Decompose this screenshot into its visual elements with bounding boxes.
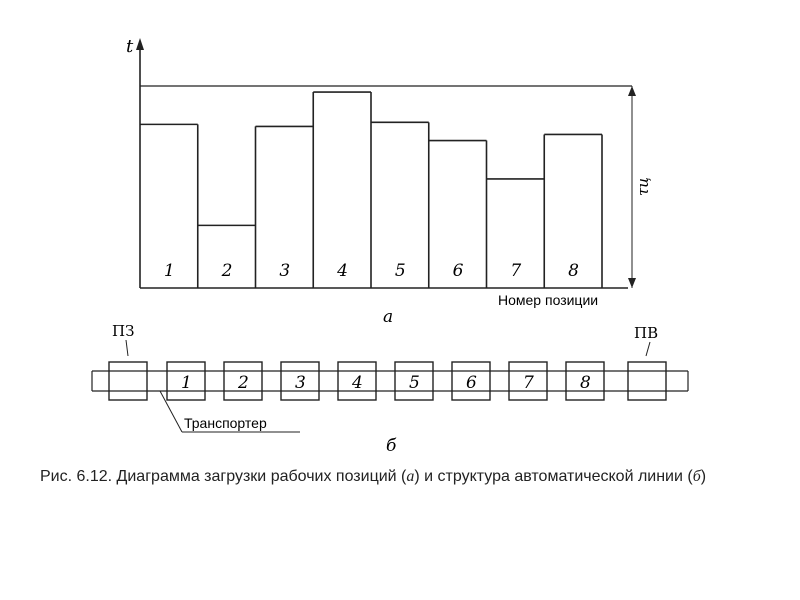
diagram-a-sublabel: а [383,307,394,327]
start-station-label: ПЗ [112,322,135,340]
conveyor-leader-line [160,391,182,432]
caption-b: б [692,468,701,485]
station-label: 7 [523,373,534,393]
bar-label: 4 [337,261,348,281]
x-axis-label: Номер позиции [498,292,599,308]
bar-label: 3 [279,261,291,281]
start-station [109,362,147,400]
figure-caption [40,466,770,488]
bar-label: 5 [394,261,406,281]
station-label: 2 [238,373,249,393]
line-structure [92,322,688,456]
y-axis-label: t [126,36,134,57]
tc-arrow-top [628,86,636,96]
end-station-label: ПВ [634,324,659,342]
station-label: 1 [181,373,192,393]
conveyor-label: Транспортер [184,415,267,431]
bar-label: 6 [452,261,464,281]
load-diagram [126,36,652,327]
end-station [628,362,666,400]
bar-label: 2 [221,261,233,281]
station-label: 4 [352,373,363,393]
diagram-b-sublabel: б [386,436,397,456]
tc-arrow-bottom [628,278,636,288]
station-label: 8 [580,373,591,393]
station-label: 6 [466,373,477,393]
tc-label: τц [634,177,652,196]
bar-label: 7 [510,261,522,281]
load-bars [140,92,602,288]
y-axis-arrow [136,38,144,50]
caption-suffix: ) [700,468,707,485]
end-leader-line [646,342,650,356]
station-label: 5 [409,373,420,393]
stations [109,362,666,400]
caption-prefix: Рис. 6.12. Диаграмма загрузки рабочих позиций ( [40,468,407,485]
bar-label: 1 [163,261,175,281]
bar-label: 8 [568,261,579,281]
caption-a: а [406,468,415,485]
start-leader-line [126,340,128,356]
caption-middle: ) и структура автоматической линии ( [414,468,693,485]
station-label: 3 [295,373,306,393]
